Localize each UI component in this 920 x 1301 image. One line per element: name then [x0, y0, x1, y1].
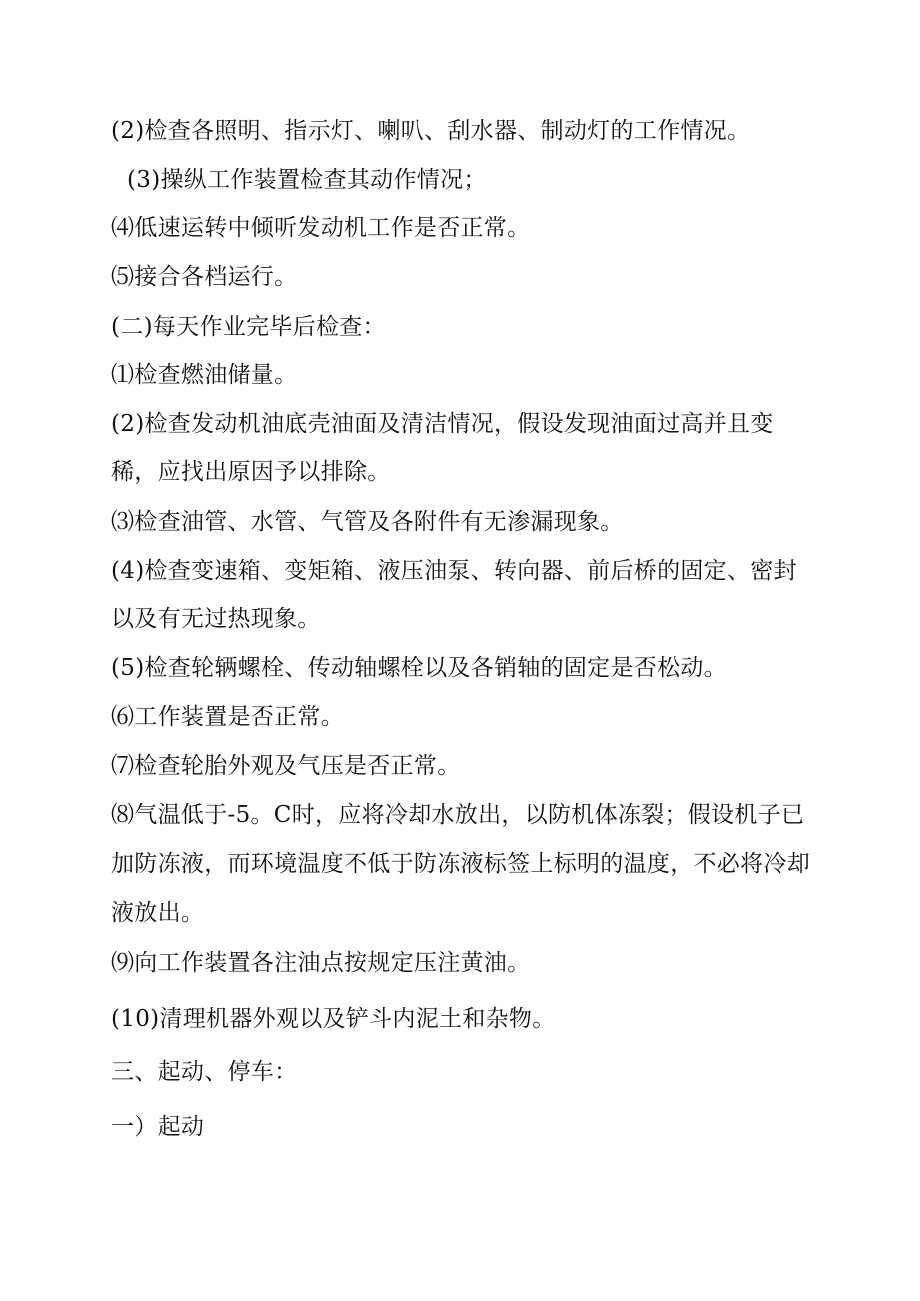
subsection-heading: 一）起动 — [111, 1114, 205, 1140]
text-line: 稀，应找出原因予以排除。 — [111, 459, 391, 485]
text-line: (3)操纵工作装置检查其动作情况； — [127, 167, 487, 193]
text-line: 加防冻液，而环境温度不低于防冻液标签上标明的温度，不必将冷却 — [111, 851, 810, 877]
text-line: (2)检查各照明、指示灯、喇叭、刮水器、制动灯的工作情况。 — [111, 118, 751, 144]
text-line: (10)清理机器外观以及铲斗内泥土和杂物。 — [111, 1006, 556, 1032]
text-line: ⑶检查油管、水管、气管及各附件有无渗漏现象。 — [111, 509, 624, 535]
text-line: ⑻气温低于-5。C时，应将冷却水放出，以防机体冻裂；假设机子已 — [111, 802, 805, 828]
text-line: ⑴检查燃油储量。 — [111, 362, 298, 388]
text-line: (2)检查发动机油底壳油面及清洁情况，假设发现油面过高并且变 — [111, 411, 774, 437]
section-heading: 三、起动、停车： — [111, 1059, 298, 1085]
text-line: (4)检查变速箱、变矩箱、液压油泵、转向器、前后桥的固定、密封 — [111, 558, 797, 584]
text-line: ⑹工作装置是否正常。 — [111, 704, 344, 730]
text-line: ⑺检查轮胎外观及气压是否正常。 — [111, 753, 461, 779]
text-line: ⑼向工作装置各注油点按规定压注黄油。 — [111, 950, 531, 976]
text-line: ⑷低速运转中倾听发动机工作是否正常。 — [111, 215, 531, 241]
text-line: 液放出。 — [111, 900, 205, 926]
text-line: 以及有无过热现象。 — [111, 606, 321, 632]
text-line: (5)检查轮辆螺栓、传动轴螺栓以及各销轴的固定是否松动。 — [111, 655, 727, 681]
section-heading: (二)每天作业完毕后检查： — [111, 314, 386, 340]
text-line: ⑸接合各档运行。 — [111, 264, 298, 290]
